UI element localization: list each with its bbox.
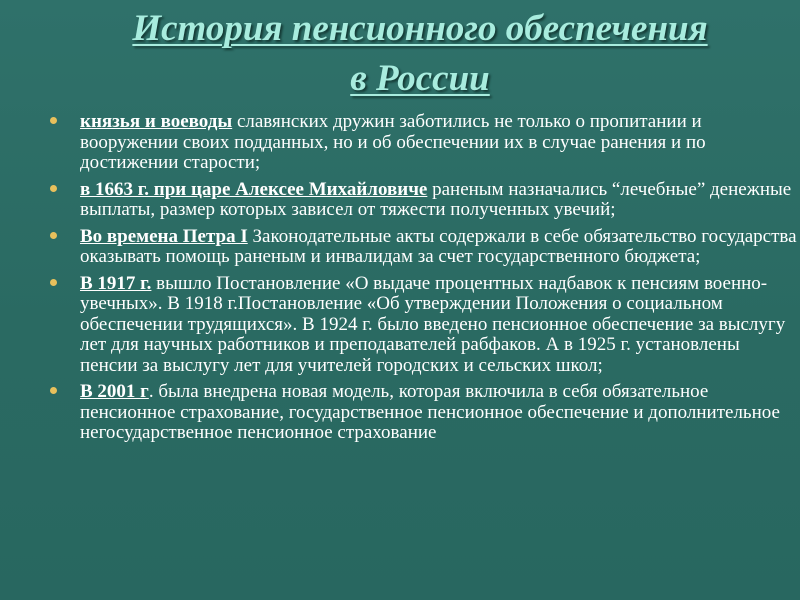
slide-title-line-1: История пенсионного обеспечения <box>132 8 708 49</box>
bullet-lead-text: В 2001 г <box>80 381 149 402</box>
bullet-item <box>50 274 798 377</box>
bullet-dot-icon <box>50 185 57 192</box>
bullet-body-text: славянских дружин заботились не только о пропитании и вооружении своих подданных, но и об обеспечении их в случае ранения и по достижении старости; <box>80 111 706 173</box>
bullet-dot-icon <box>50 387 57 394</box>
bullet-lead-text: князья и воеводы <box>80 111 233 132</box>
slide-title-line-2: в России <box>350 58 490 99</box>
bullet-item <box>50 227 798 268</box>
bullet-lead-text: Во времена Петра I <box>80 225 248 247</box>
bullet-dot-icon <box>50 232 57 239</box>
bullet-item <box>50 180 798 221</box>
bullet-lead-text: В 1917 г. <box>80 272 152 294</box>
bullet-body-text: вышло Постановление «О выдаче процентных надбавок к пенсиям военно-увечных». В 1918 г.Постановление «Об утверждении Положения о социальном обеспечении трудящихся». В 1924 г. было введено пенсионное обеспечение за выслугу лет для научных работников и преподавателей рабфаков. А в 1925 г. установлены пенсии за выслугу лет для учителей городских и сельских школ; <box>80 272 786 376</box>
bullet-body-text: Законодательные акты содержали в себе обязательство государства оказывать помощь раненым и инвалидам за счет государственного бюджета; <box>80 225 797 267</box>
bullet-dot-icon <box>50 279 57 286</box>
bullet-list <box>50 112 798 450</box>
bullet-body-text: раненым назначались “лечебные” денежные выплаты, размер которых зависел от тяжести полученных увечий; <box>80 178 792 220</box>
bullet-body-text: . была внедрена новая модель, которая включила в себя обязательное пенсионное страхование, государственное пенсионное обеспечение и дополнительное негосударственное пенсионное страхование <box>80 381 780 443</box>
bullet-item <box>50 112 798 174</box>
bullet-dot-icon <box>50 117 57 124</box>
slide-title <box>60 4 780 104</box>
bullet-item <box>50 382 798 444</box>
bullet-lead-text: в 1663 г. при царе Алексее Михайловиче <box>80 178 428 200</box>
